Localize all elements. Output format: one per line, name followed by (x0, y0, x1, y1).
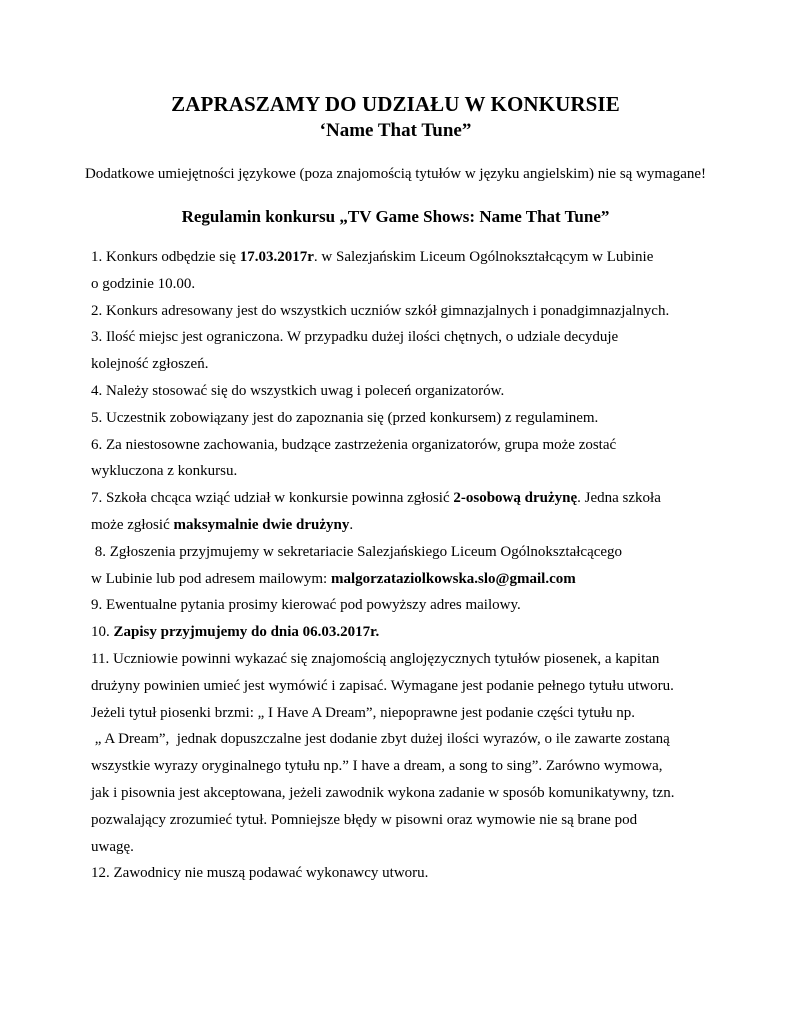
rules-heading: Regulamin konkursu „TV Game Shows: Name That Tune” (181, 207, 610, 226)
rule-10: 10. Zapisy przyjmujemy do dnia 06.03.2017r. (91, 624, 380, 641)
rule-11-line-7: pozwalający zrozumieć tytuł. Pomniejsze błędy w pisowni oraz wymowie nie są brane pod (91, 811, 638, 828)
rule-11-line-8: uwagę. (91, 838, 134, 855)
rule-6-line-2: wykluczona z konkursu. (91, 463, 238, 480)
rule-4: 4. Należy stosować się do wszystkich uwag i poleceń organizatorów. (91, 382, 505, 399)
document-subtitle: ‘Name That Tune” (319, 120, 472, 141)
rule-7-line-1: 7. Szkoła chcąca wziąć udział w konkursie powinna zgłosić 2-osobową drużynę. Jedna szkoła (91, 490, 661, 507)
document-title: ZAPRASZAMY DO UDZIAŁU W KONKURSIE (171, 92, 620, 116)
contest-date: 17.03.2017r (239, 249, 314, 265)
rule-3-line-1: 3. Ilość miejsc jest ograniczona. W przypadku dużej ilości chętnych, o udziale decyduje (91, 329, 619, 346)
rule-11-line-3: Jeżeli tytuł piosenki brzmi: „ I Have A Dream”, niepoprawne jest podanie części tytułu np. (91, 704, 635, 721)
rule-2: 2. Konkurs adresowany jest do wszystkich uczniów szkół gimnazjalnych i ponadgimnazjalnych. (91, 302, 670, 319)
rule-7-line-2: może zgłosić maksymalnie dwie drużyny. (91, 516, 354, 533)
contact-email: malgorzataziolkowska.slo@gmail.com (330, 570, 576, 587)
rule-11-line-2: drużyny powinien umieć jest wymówić i zapisać. Wymagane jest podanie pełnego tytułu utworu. (91, 677, 674, 694)
rule-11-line-4: „ A Dream”, jednak dopuszczalne jest dodanie zbyt dużej ilości wyrazów, o ile zawarte zostaną (91, 731, 670, 748)
rule-8-line-1: 8. Zgłoszenia przyjmujemy w sekretariacie Salezjańskiego Liceum Ogólnokształcącego (91, 543, 623, 560)
rule-3-line-2: kolejność zgłoszeń. (91, 356, 209, 373)
team-limit: maksymalnie dwie drużyny (173, 516, 350, 533)
language-note: Dodatkowe umiejętności językowe (poza znajomością tytułów w języku angielskim) nie są wymagane! (84, 166, 707, 182)
rule-9: 9. Ewentualne pytania prosimy kierować pod powyższy adres mailowy. (91, 597, 521, 614)
rule-11-line-5: wszystkie wyrazy oryginalnego tytułu np.” I have a dream, a song to sing”. Zarówno wymowa, (91, 758, 663, 775)
rule-12: 12. Zawodnicy nie muszą podawać wykonawcy utworu. (91, 865, 429, 882)
rule-1-line-1: 1. Konkurs odbędzie się 17.03.2017r. w Salezjańskim Liceum Ogólnokształcącym w Lubinie (91, 249, 654, 265)
rule-1-line-2: o godzinie 10.00. (91, 275, 196, 292)
rule-11-line-6: jak i pisownia jest akceptowana, jeżeli zawodnik wykona zadanie w sposób komunikatywny, tzn. (91, 784, 675, 801)
team-size: 2-osobową drużynę (453, 490, 578, 507)
rule-5: 5. Uczestnik zobowiązany jest do zapoznania się (przed konkursem) z regulaminem. (91, 409, 599, 426)
rule-6-line-1: 6. Za niestosowne zachowania, budzące zastrzeżenia organizatorów, grupa może zostać (91, 436, 617, 453)
rule-8-line-2: w Lubinie lub pod adresem mailowym: malgorzataziolkowska.slo@gmail.com (91, 570, 576, 587)
rules-list (91, 244, 741, 887)
rule-11-line-1: 11. Uczniowie powinni wykazać się znajomością anglojęzycznych tytułów piosenek, a kapitan (91, 650, 660, 667)
registration-deadline: Zapisy przyjmujemy do dnia 06.03.2017r. (113, 624, 380, 641)
